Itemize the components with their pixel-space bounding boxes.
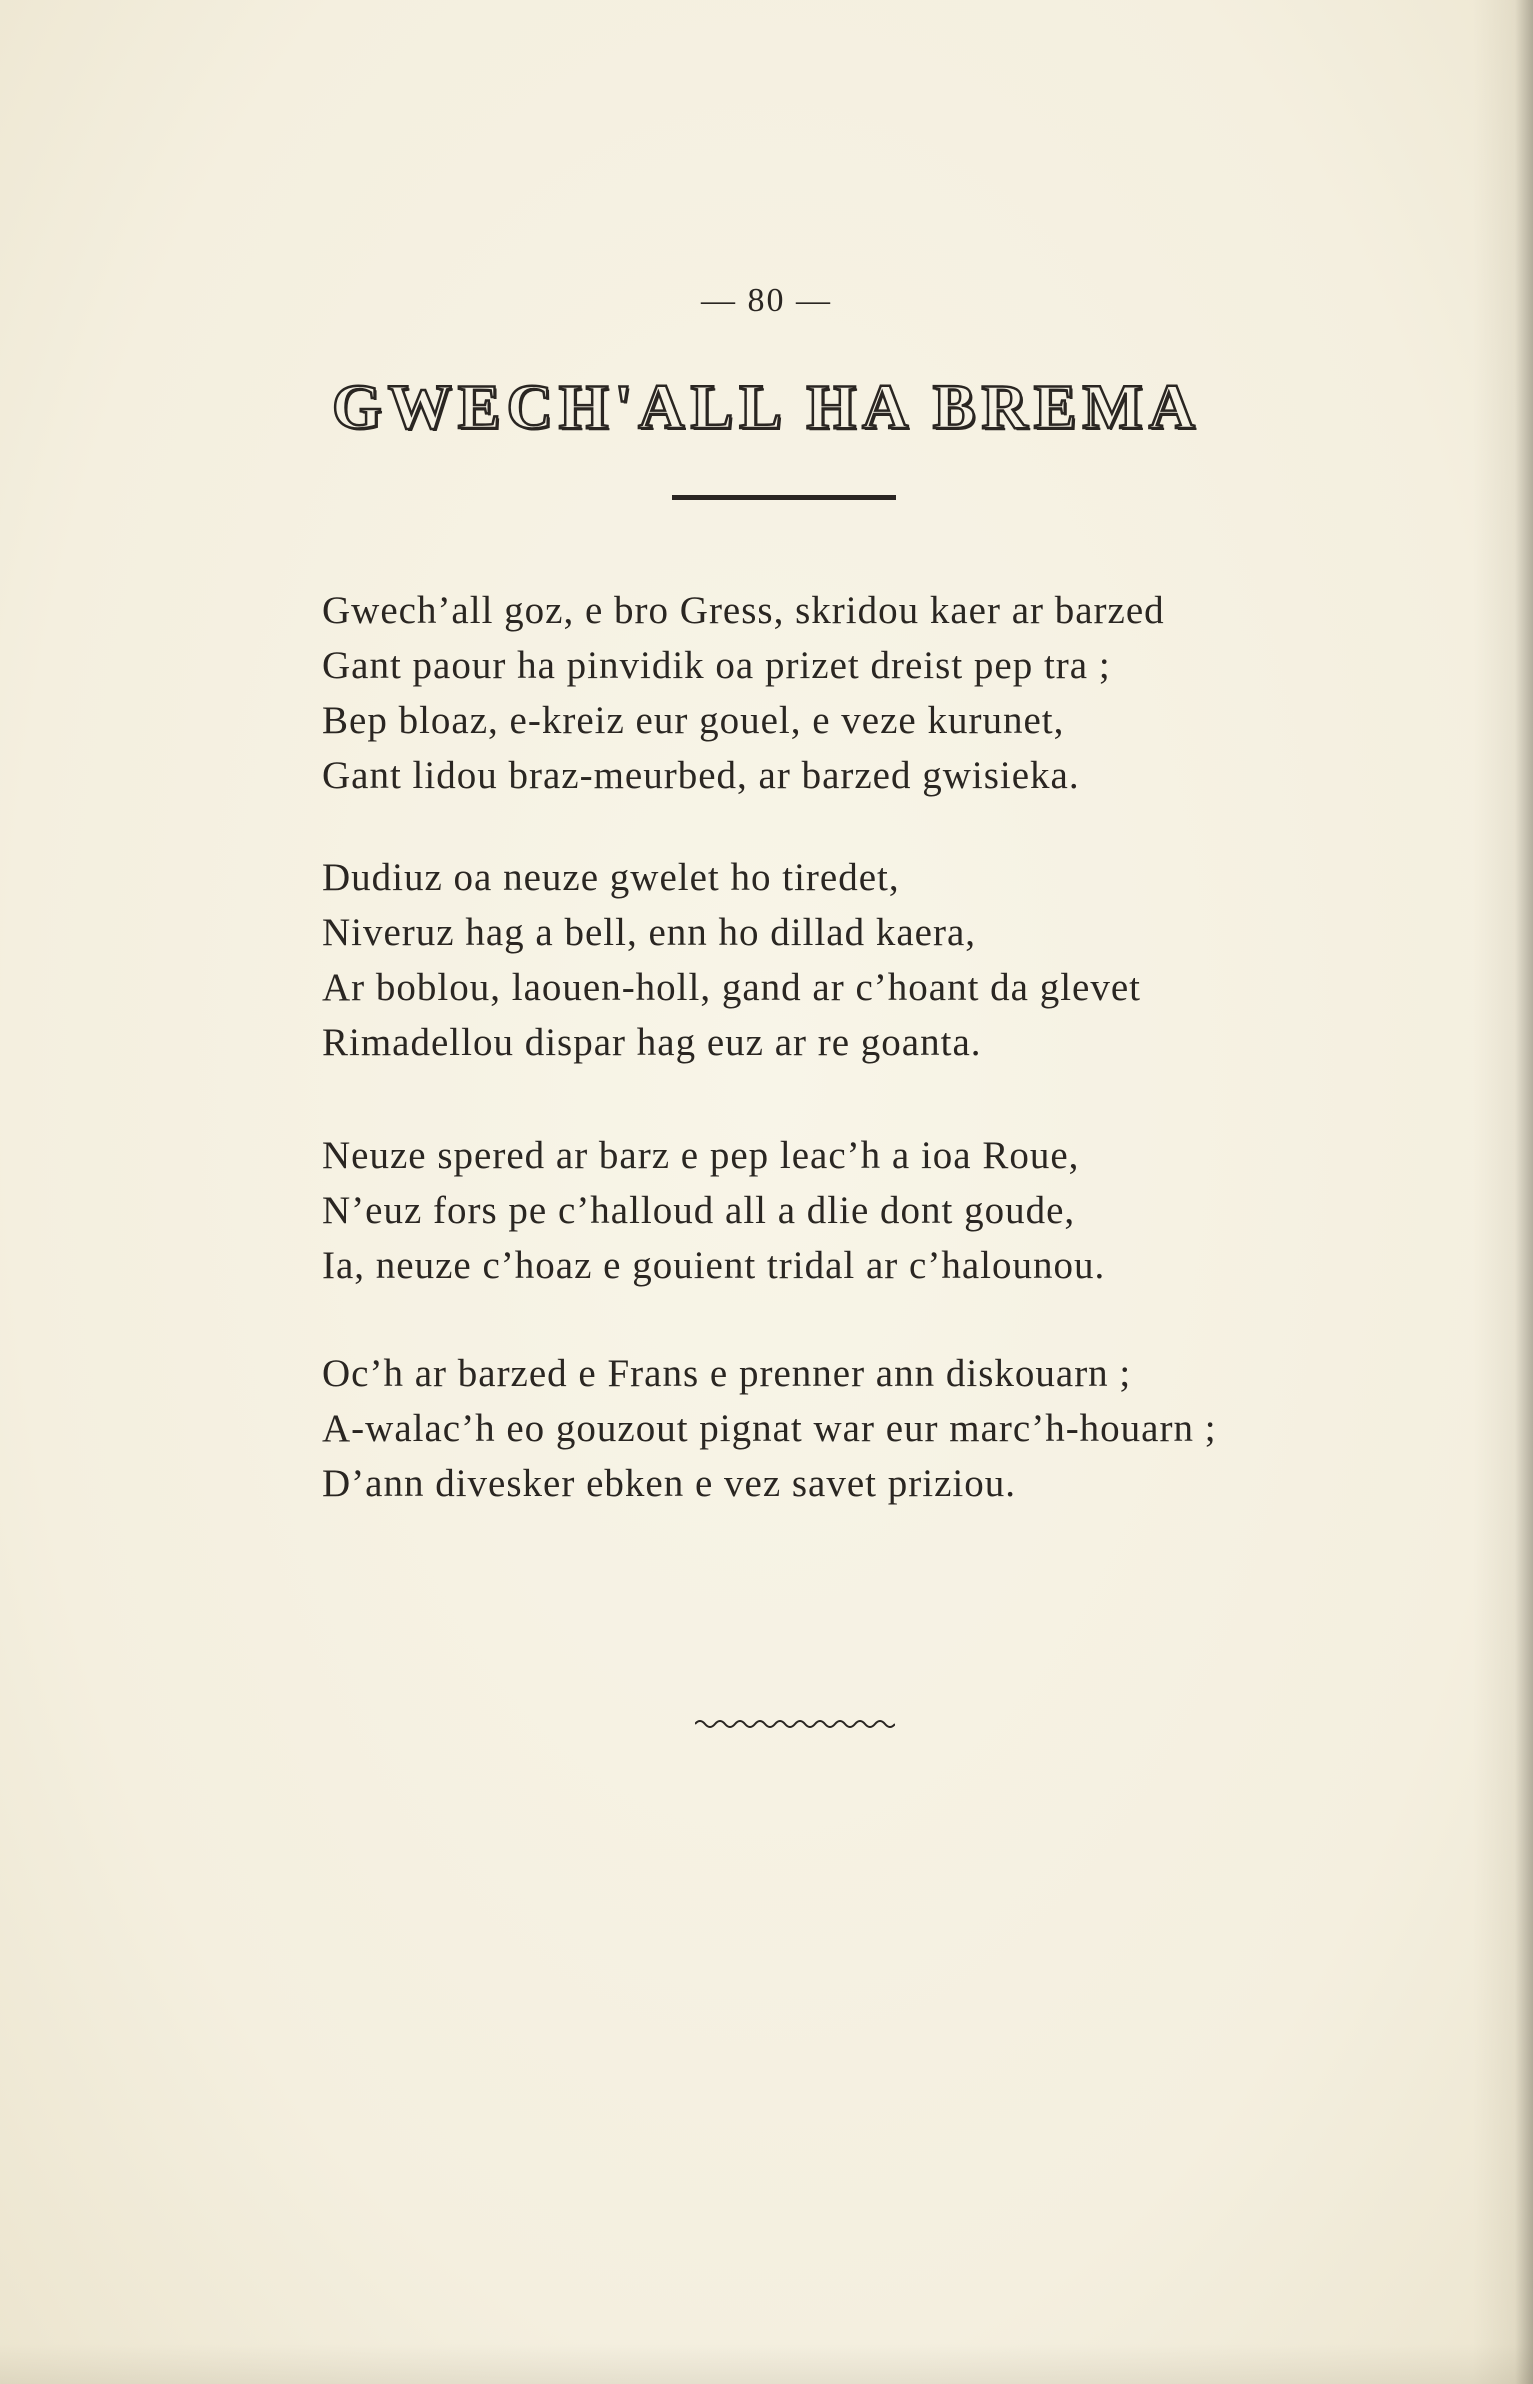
verse-line: Neuze spered ar barz e pep leac’h a ioa Roue, [322, 1134, 1080, 1177]
verse-line: Oc’h ar barzed e Frans e prenner ann diskouarn ; [322, 1352, 1132, 1395]
stanza-2 [322, 850, 1141, 1070]
stanza-1 [322, 583, 1165, 803]
title-rule [672, 495, 896, 500]
stanza-4 [322, 1346, 1217, 1511]
verse-line: Niveruz hag a bell, enn ho dillad kaera, [322, 911, 977, 954]
page-edge-shadow [1473, 0, 1533, 2384]
stanza-3 [322, 1128, 1105, 1293]
verse-line: Ar boblou, laouen-holl, gand ar c’hoant da glevet [322, 966, 1142, 1009]
poem-title: GWECH'ALL HA BREMA [332, 371, 1201, 442]
wavy-ornament [695, 1716, 895, 1732]
verse-line: Gant lidou braz-meurbed, ar barzed gwisieka. [322, 754, 1080, 797]
verse-line: Rimadellou dispar hag euz ar re goanta. [322, 1021, 982, 1064]
verse-line: Dudiuz oa neuze gwelet ho tiredet, [322, 856, 900, 899]
verse-line: Bep bloaz, e-kreiz eur gouel, e veze kurunet, [322, 699, 1065, 742]
verse-line: D’ann divesker ebken e vez savet priziou. [322, 1462, 1016, 1505]
verse-line: Ia, neuze c’hoaz e gouient tridal ar c’halounou. [322, 1244, 1106, 1287]
verse-line: Gwech’all goz, e bro Gress, skridou kaer ar barzed [322, 589, 1165, 632]
verse-line: A-walac’h eo gouzout pignat war eur marc’h-houarn ; [322, 1407, 1217, 1450]
page-number: — 80 — [701, 282, 832, 319]
verse-line: N’euz fors pe c’halloud all a dlie dont goude, [322, 1189, 1076, 1232]
page-bottom-shadow [0, 2344, 1533, 2384]
verse-line: Gant paour ha pinvidik oa prizet dreist pep tra ; [322, 644, 1111, 687]
